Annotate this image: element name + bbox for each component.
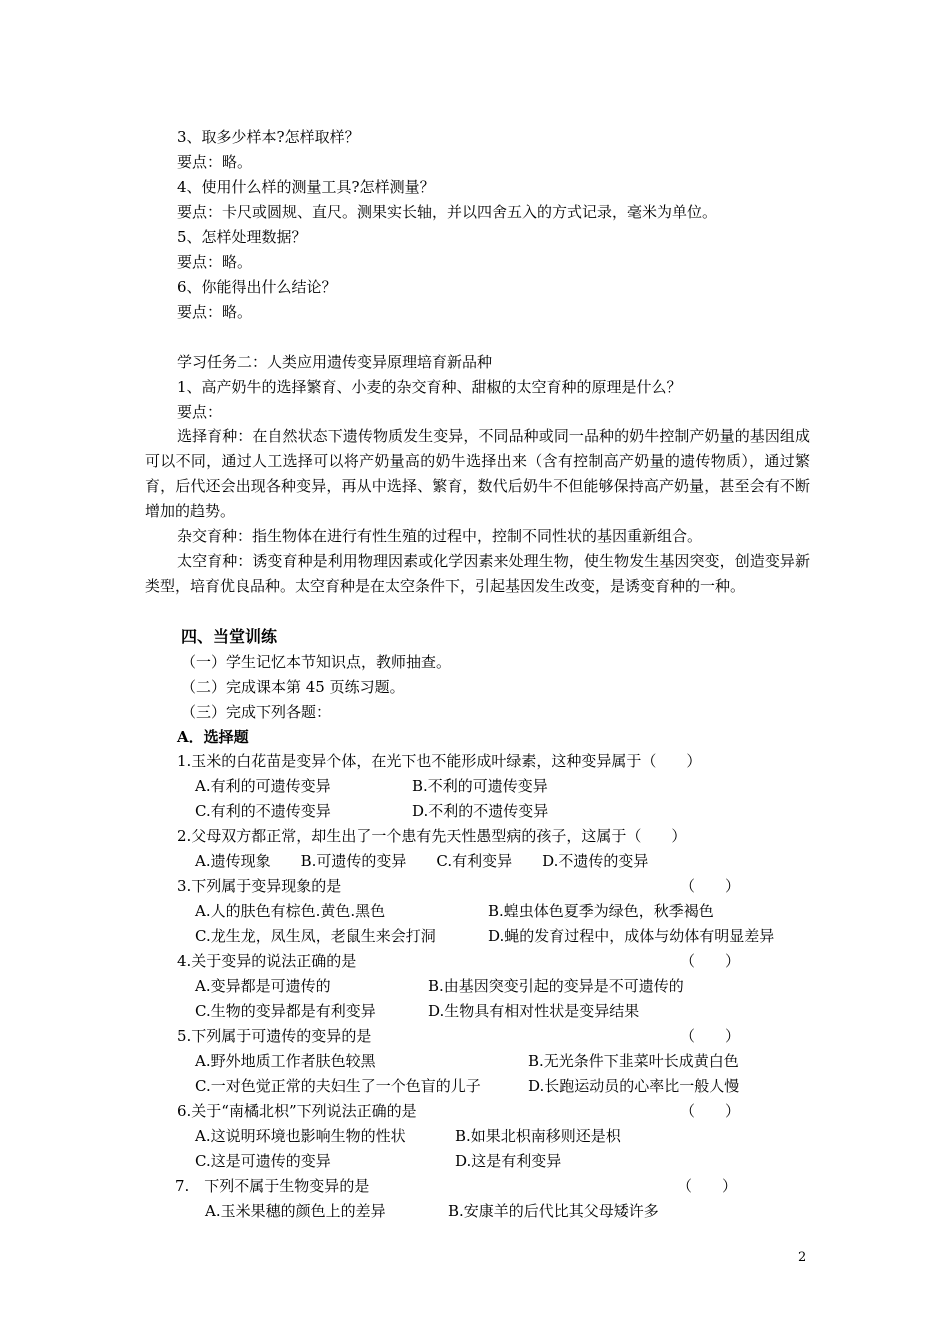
question-5-heading: 5、怎样处理数据？ (177, 228, 307, 246)
option: B.无光条件下韭菜叶长成黄白色 (528, 1052, 739, 1070)
option: A.变异都是可遗传的 (195, 977, 331, 995)
question-stem: 2.父母双方都正常，却生出了一个患有先天性愚型病的孩子，这属于（ ） (177, 827, 687, 845)
answer-bracket: （ ） (677, 1177, 738, 1195)
option: C.一对色觉正常的夫妇生了一个色盲的儿子 (195, 1077, 481, 1095)
question-stem: 1.玉米的白花苗是变异个体，在光下也不能形成叶绿素，这种变异属于（ ） (177, 752, 702, 770)
option: B.蝗虫体色夏季为绿色，秋季褐色 (488, 902, 714, 920)
practice-item: （三）完成下列各题： (181, 703, 332, 721)
question-stem: 7. 下列不属于生物变异的是 (175, 1177, 370, 1195)
option: B.不利的可遗传变异 (412, 777, 548, 795)
key-point: 要点：略。 (177, 303, 253, 321)
practice-item: （二）完成课本第 45 页练习题。 (181, 678, 405, 696)
task2-title: 学习任务二：人类应用遗传变异原理培育新品种 (177, 353, 493, 371)
option: A.人的肤色有棕色.黄色.黑色 (195, 902, 386, 920)
option: C.有利的不遗传变异 (195, 802, 331, 820)
key-point: 要点：略。 (177, 153, 253, 171)
option: B.安康羊的后代比其父母矮许多 (448, 1202, 659, 1220)
question-stem: 3.下列属于变异现象的是 (177, 877, 342, 895)
option: D.长跑运动员的心率比一般人慢 (528, 1077, 740, 1095)
answer-bracket: （ ） (680, 952, 741, 970)
option: D.不利的不遗传变异 (412, 802, 549, 820)
option: C.这是可遗传的变异 (195, 1152, 331, 1170)
key-point: 要点：略。 (177, 253, 253, 271)
multiple-choice-heading: A．选择题 (177, 728, 249, 746)
question-stem: 6.关于“南橘北枳”下列说法正确的是 (177, 1102, 417, 1120)
question-stem: 5.下列属于可遗传的变异的是 (177, 1027, 372, 1045)
question-4-heading: 4、使用什么样的测量工具?怎样测量？ (177, 178, 435, 196)
option: A.有利的可遗传变异 (195, 777, 331, 795)
answer-bracket: （ ） (680, 877, 741, 895)
practice-item: （一）学生记忆本节知识点，教师抽查。 (181, 653, 452, 671)
option: A.这说明环境也影响生物的性状 (195, 1127, 406, 1145)
page-number: 2 (798, 1250, 807, 1265)
option: C.龙生龙，凤生凤，老鼠生来会打洞 (195, 927, 436, 945)
option: B.由基因突变引起的变异是不可遗传的 (428, 977, 684, 995)
question-stem: 4.关于变异的说法正确的是 (177, 952, 357, 970)
option: A.野外地质工作者肤色较黑 (195, 1052, 376, 1070)
key-point: 要点：卡尺或圆规、直尺。测果实长轴，并以四舍五入的方式记录，毫米为单位。 (177, 203, 718, 221)
question-6-heading: 6、你能得出什么结论？ (177, 278, 337, 296)
option: D.蝇的发育过程中，成体与幼体有明显差异 (488, 927, 775, 945)
answer-bracket: （ ） (680, 1027, 741, 1045)
selective-breeding-paragraph: 选择育种：在自然状态下遗传物质发生变异，不同品种或同一品种的奶牛控制产奶量的基因组成可以不同，通过人工选择可以将产奶量高的奶牛选择出来（含有控制高产奶量的遗传物质），通过繁育，后代还会出现各种变异，再从中选择、繁育，数代后奶牛不但能够保持高产奶量，甚至会有不断增加的趋势。 (145, 427, 810, 520)
space-breeding-paragraph: 太空育种：诱变育种是利用物理因素或化学因素来处理生物，使生物发生基因突变，创造变异新类型，培育优良品种。太空育种是在太空条件下，引起基因发生改变，是诱变育种的一种。 (145, 552, 810, 595)
question-3-heading: 3、取多少样本?怎样取样？ (177, 128, 360, 146)
task2-key-label: 要点： (177, 403, 223, 421)
option: B.如果北枳南移则还是枳 (455, 1127, 621, 1145)
option: A.玉米果穗的颜色上的差异 (205, 1202, 386, 1220)
task2-question: 1、高产奶牛的选择繁育、小麦的杂交育种、甜椒的太空育种的原理是什么？ (177, 378, 682, 396)
hybrid-breeding-paragraph: 杂交育种：指生物体在进行有性生殖的过程中，控制不同性状的基因重新组合。 (177, 527, 703, 545)
option: D.生物具有相对性状是变异结果 (428, 1002, 640, 1020)
section-4-title: 四、当堂训练 (181, 627, 278, 646)
option: D.这是有利变异 (455, 1152, 562, 1170)
option: A.遗传现象 B.可遗传的变异 C.有利变异 D.不遗传的变异 (195, 852, 649, 870)
answer-bracket: （ ） (680, 1102, 741, 1120)
option: C.生物的变异都是有利变异 (195, 1002, 376, 1020)
